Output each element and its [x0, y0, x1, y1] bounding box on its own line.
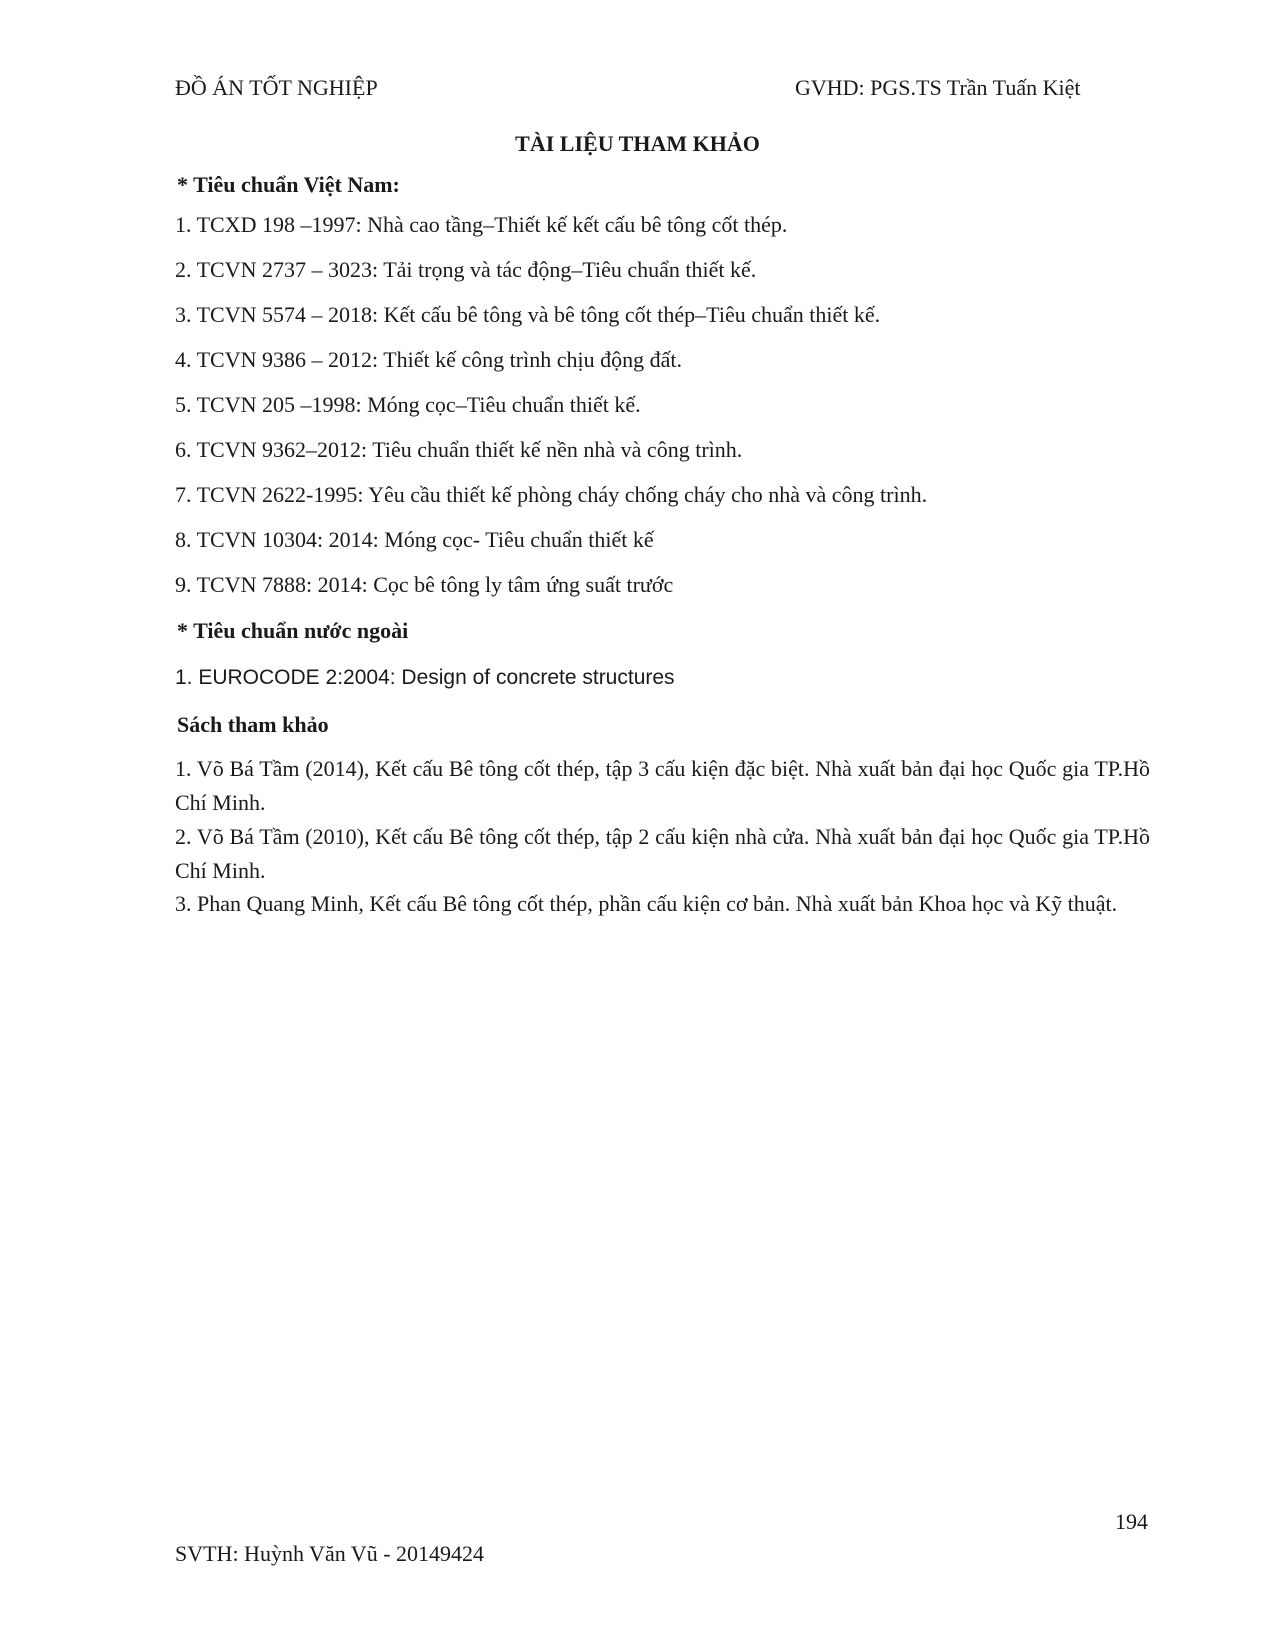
book-entry: 1. Võ Bá Tầm (2014), Kết cấu Bê tông cốt thép, tập 3 cấu kiện đặc biệt. Nhà xuất bản đại học Quốc gia TP.Hồ Chí Minh. [175, 756, 1150, 815]
section-heading-foreign-standards: * Tiêu chuẩn nước ngoài [177, 618, 409, 643]
section-heading-books: Sách tham khảo [177, 712, 329, 737]
list-item: 8. TCVN 10304: 2014: Móng cọc- Tiêu chuẩn thiết kế [175, 527, 654, 552]
list-item: 7. TCVN 2622-1995: Yêu cầu thiết kế phòng cháy chống cháy cho nhà và công trình. [175, 482, 928, 507]
list-item: 9. TCVN 7888: 2014: Cọc bê tông ly tâm ứng suất trước [175, 572, 674, 597]
list-item: 3. TCVN 5574 – 2018: Kết cấu bê tông và bê tông cốt thép–Tiêu chuẩn thiết kế. [175, 302, 881, 327]
list-item: 4. TCVN 9386 – 2012: Thiết kế công trình chịu động đất. [175, 347, 682, 372]
page-number: 194 [1115, 1509, 1148, 1534]
list-item: 6. TCVN 9362–2012: Tiêu chuẩn thiết kế nền nhà và công trình. [175, 437, 743, 462]
list-item: 1. EUROCODE 2:2004: Design of concrete structures [175, 666, 675, 689]
list-item: 2. TCVN 2737 – 3023: Tải trọng và tác động–Tiêu chuẩn thiết kế. [175, 257, 757, 282]
book-entry: 3. Phan Quang Minh, Kết cấu Bê tông cốt thép, phần cấu kiện cơ bản. Nhà xuất bản Khoa học và Kỹ thuật. [175, 891, 1118, 916]
footer-student: SVTH: Huỳnh Văn Vũ - 20149424 [175, 1541, 485, 1566]
book-entry: 2. Võ Bá Tầm (2010), Kết cấu Bê tông cốt thép, tập 2 cấu kiện nhà cửa. Nhà xuất bản đại học Quốc gia TP.Hồ Chí Minh. [175, 824, 1150, 883]
list-item: 1. TCXD 198 –1997: Nhà cao tầng–Thiết kế kết cấu bê tông cốt thép. [175, 212, 788, 237]
page-title: TÀI LIỆU THAM KHẢO [515, 131, 760, 156]
list-item: 5. TCVN 205 –1998: Móng cọc–Tiêu chuẩn thiết kế. [175, 392, 641, 417]
header-right: GVHD: PGS.TS Trần Tuấn Kiệt [795, 75, 1081, 100]
header-left: ĐỒ ÁN TỐT NGHIỆP [175, 75, 378, 100]
section-heading-vn-standards: * Tiêu chuẩn Việt Nam: [177, 172, 400, 197]
